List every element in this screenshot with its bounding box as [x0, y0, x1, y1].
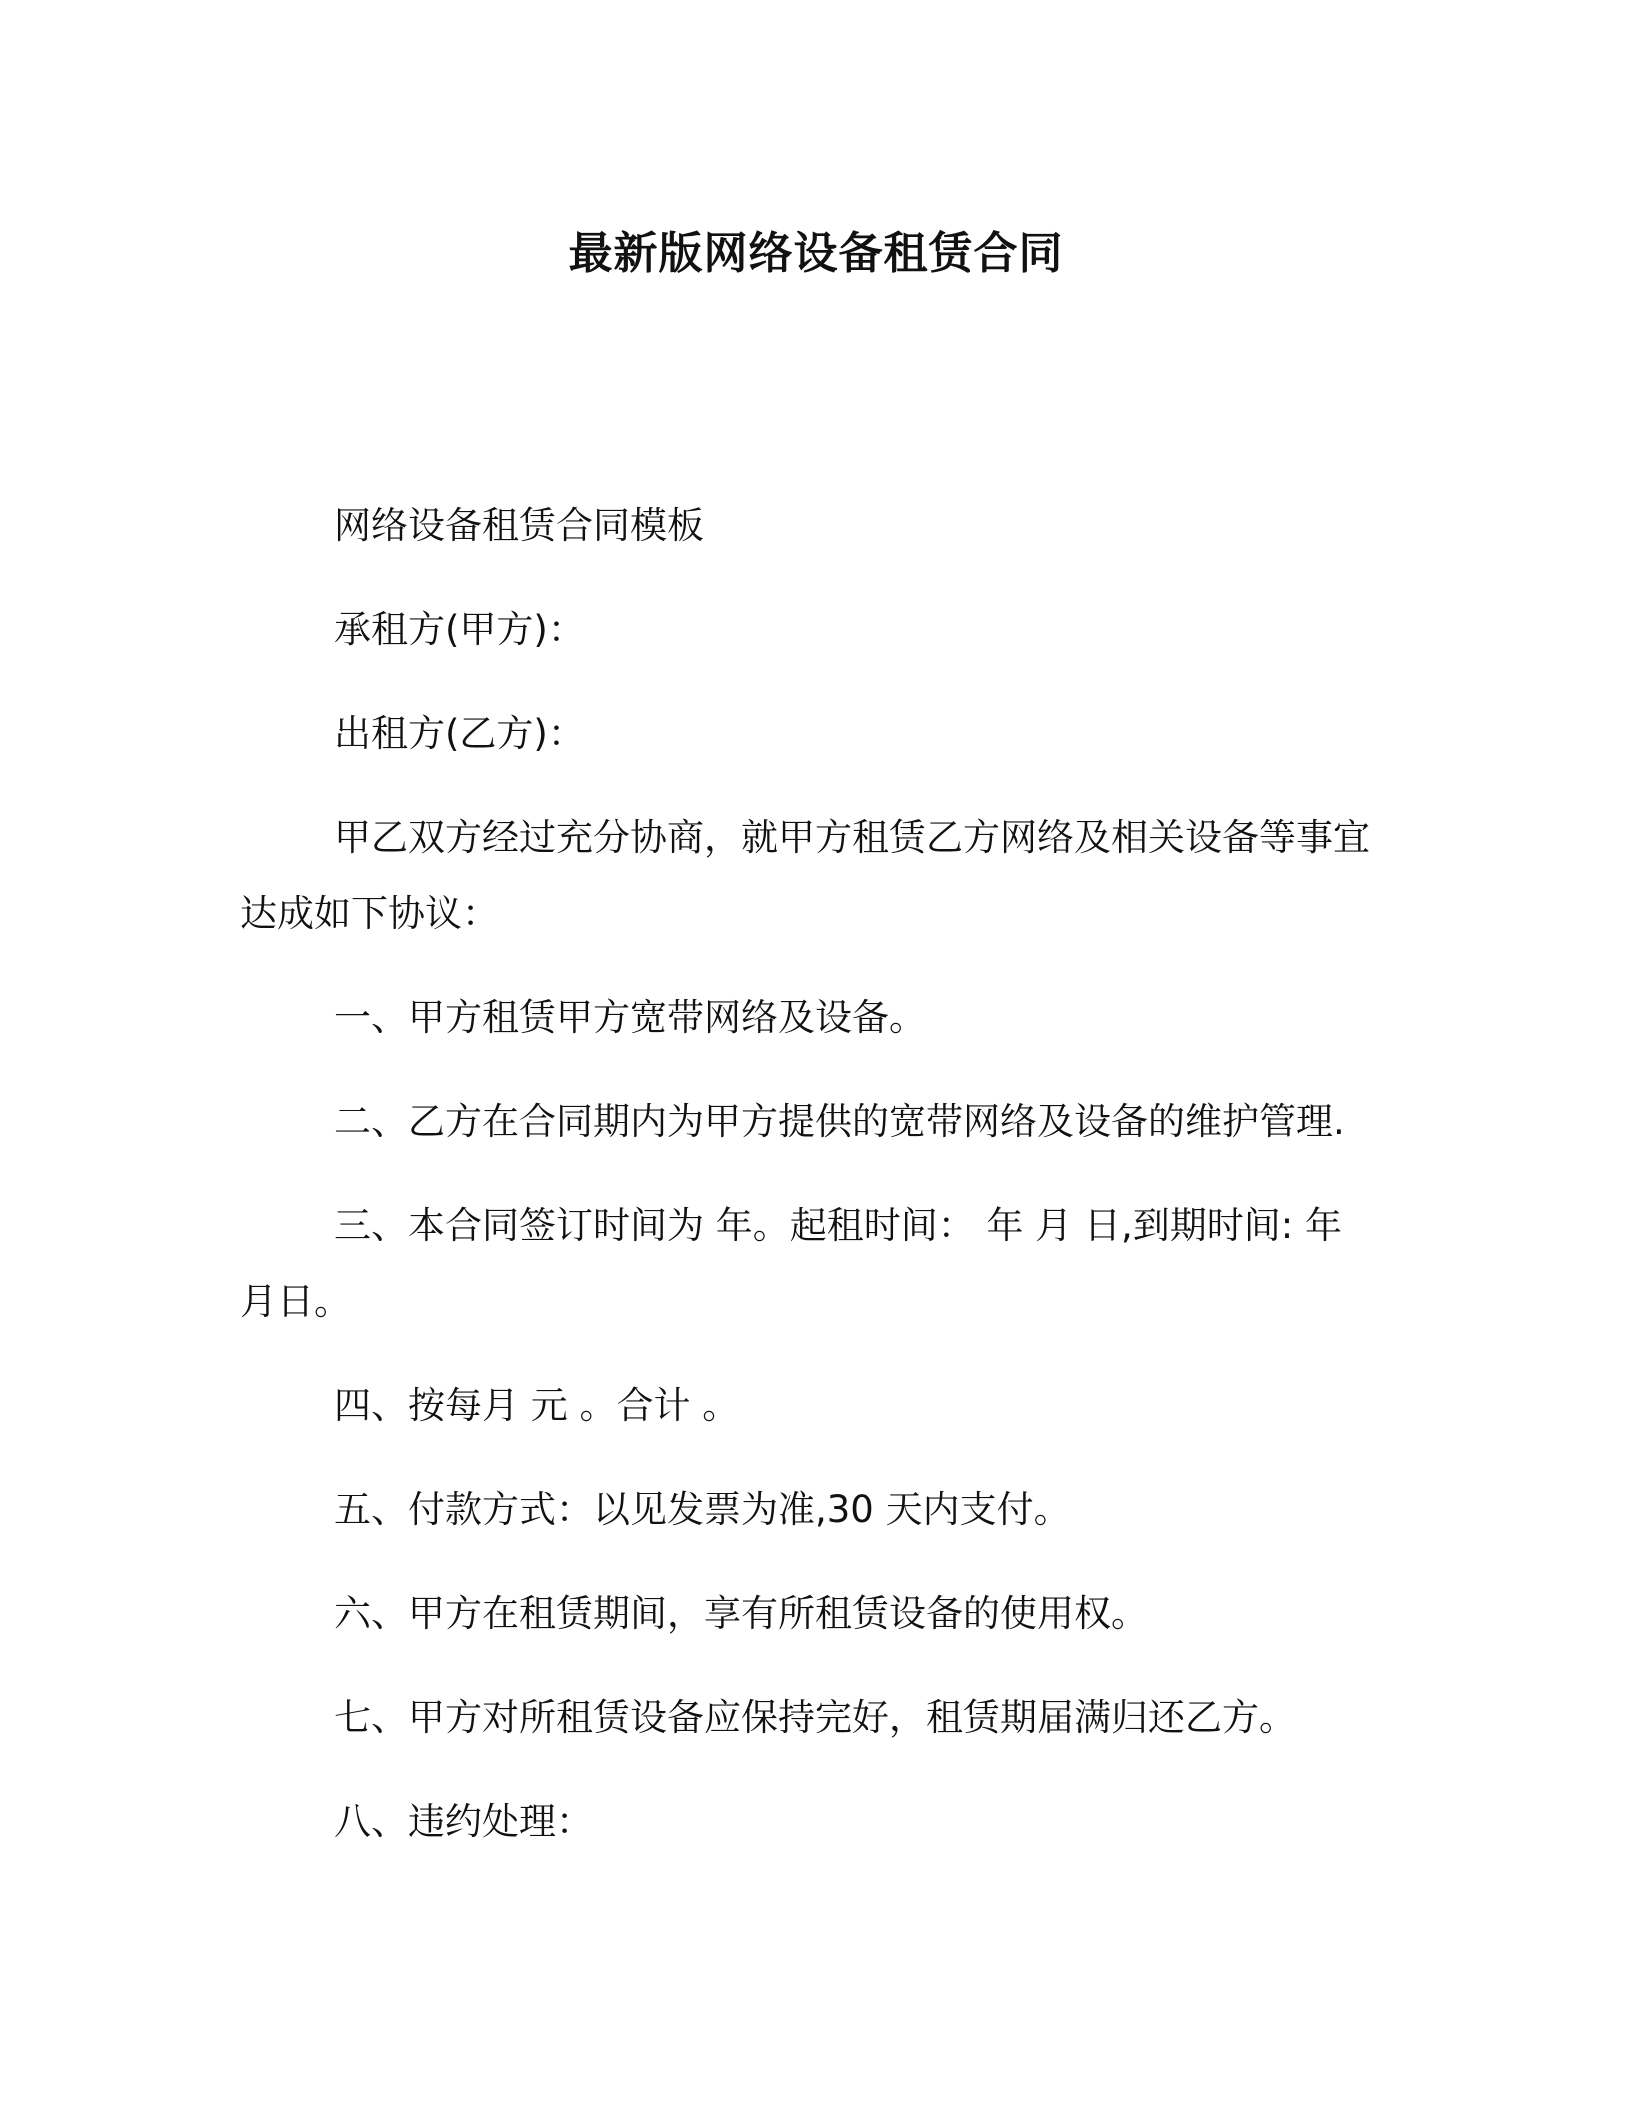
paragraph-lessee: 承租方(甲方)： [334, 608, 585, 651]
paragraph-preamble: 甲乙双方经过充分协商，就甲方租赁乙方网络及相关设备等事宜达成如下协议： [240, 816, 1370, 935]
document-body [240, 488, 1372, 1888]
document-title: 最新版网络设备租赁合同 [568, 228, 1064, 279]
clause-1: 一、甲方租赁甲方宽带网络及设备。 [334, 996, 926, 1039]
clause-4: 四、按每月 元 。合计 。 [334, 1384, 740, 1427]
clause-3: 三、本合同签订时间为 年。起租时间： 年 月 日,到期时间: 年 月日。 [240, 1204, 1354, 1323]
clause-2: 二、乙方在合同期内为甲方提供的宽带网络及设备的维护管理. [334, 1100, 1345, 1143]
clause-7: 七、甲方对所租赁设备应保持完好，租赁期届满归还乙方。 [334, 1696, 1296, 1739]
clause-5: 五、付款方式：以见发票为准,30 天内支付。 [334, 1488, 1071, 1531]
paragraph-template-name: 网络设备租赁合同模板 [334, 504, 704, 547]
paragraph-lessor: 出租方(乙方)： [334, 712, 585, 755]
clause-6: 六、甲方在租赁期间，享有所租赁设备的使用权。 [334, 1592, 1148, 1635]
clause-8: 八、违约处理： [334, 1800, 593, 1843]
